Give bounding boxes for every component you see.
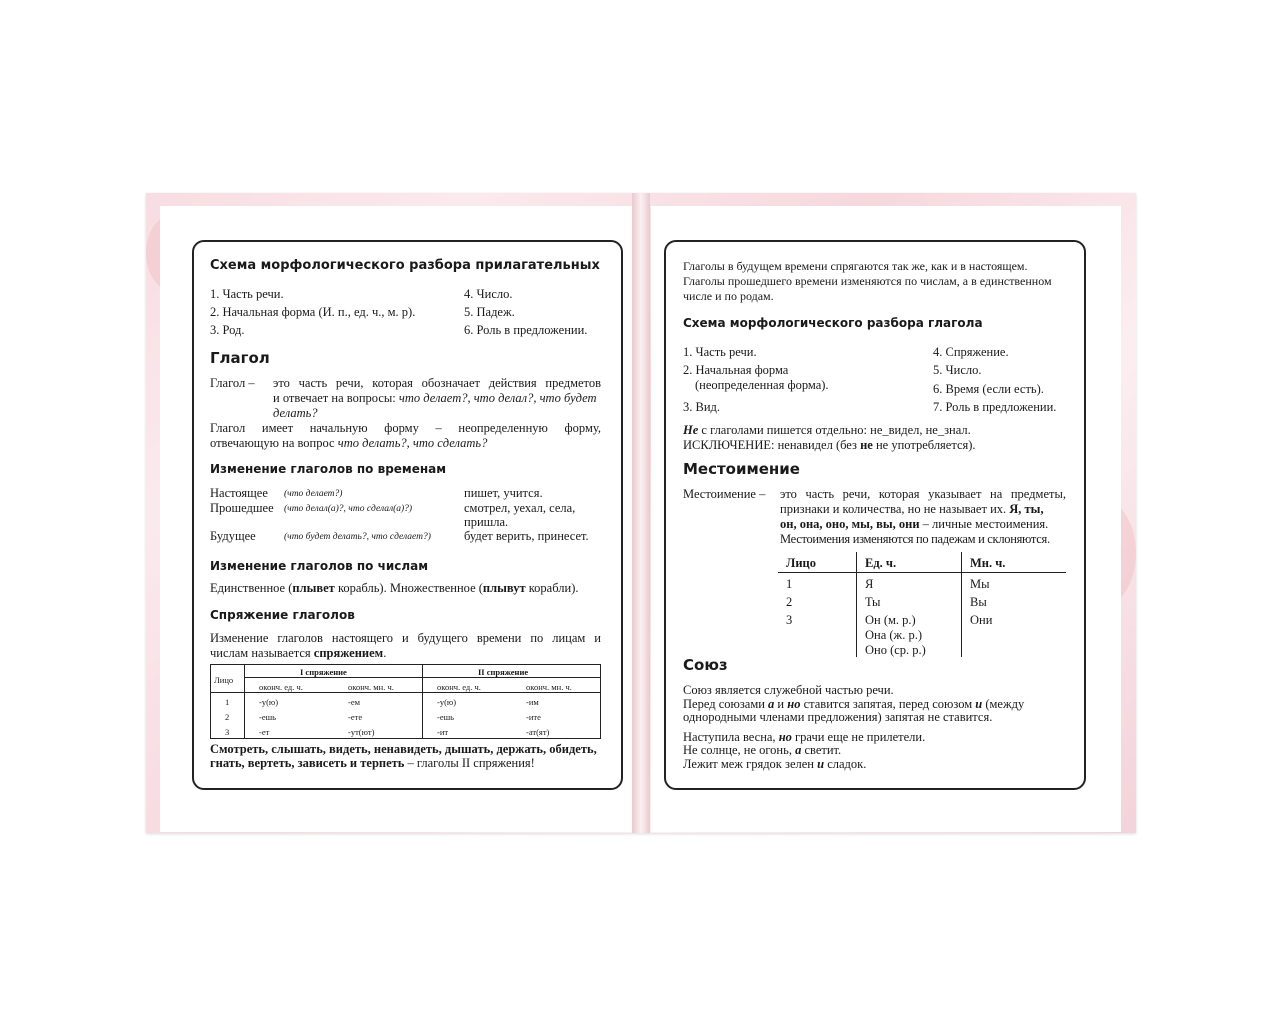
ne-rule: Не с глаголами пишется отдельно: не_видел, не_знал. — [683, 423, 971, 437]
verb-initial-form: отвечающую на вопрос что делать?, что сделать? — [210, 436, 488, 450]
pronoun-table-cell: Я — [865, 577, 874, 591]
table-border — [210, 664, 601, 665]
pronoun-def: Местоимения изменяются по падежам и склоняются. — [780, 532, 1050, 546]
table-subheader: оконч. ед. ч. — [437, 682, 481, 692]
verb-scheme-item: 5. Число. — [933, 363, 982, 377]
adj-item: 6. Роль в предложении. — [464, 323, 588, 337]
verb-def-line: делать? — [273, 406, 318, 420]
table-cell: -ет — [259, 727, 270, 737]
table-border — [210, 664, 211, 739]
union-example: Наступила весна, но грачи еще не прилетели. — [683, 730, 926, 744]
tense-question: (что делает?) — [284, 489, 343, 499]
conjugation-text: числам называется спряжением. — [210, 646, 387, 660]
verb-scheme-title: Схема морфологического разбора глагола — [683, 316, 983, 330]
table-border — [600, 664, 601, 739]
pronoun-table-cell: Оно (ср. р.) — [865, 643, 926, 657]
pronoun-table-cell: Мы — [970, 577, 990, 591]
table-header: Лицо — [214, 675, 234, 685]
table-cell: -ут(ют) — [348, 727, 375, 737]
pronoun-def: он, она, оно, мы, вы, они – личные местоимения. — [780, 517, 1049, 531]
tense-examples: смотрел, уехал, села, — [464, 501, 576, 515]
pronoun-table-header: Лицо — [786, 556, 816, 570]
table-cell: -ем — [348, 697, 360, 707]
pronoun-def: это часть речи, которая указывает на предметы, — [780, 487, 1066, 501]
adj-item: 1. Часть речи. — [210, 287, 284, 301]
table-border — [778, 572, 1066, 573]
book-spine — [632, 193, 650, 833]
table-border — [856, 552, 857, 657]
pronoun-def: признаки и количества, но не называет их. Я, ты, — [780, 502, 1044, 516]
adj-item: 2. Начальная форма (И. п., ед. ч., м. р). — [210, 305, 416, 319]
verb-scheme-item: (неопределенная форма). — [695, 378, 829, 392]
tense-question: (что будет делать?, что сделает?) — [284, 532, 431, 542]
verb-title: Глагол — [210, 349, 270, 367]
tense-name: Настоящее — [210, 486, 268, 500]
table-header: I спряжение — [300, 667, 347, 677]
union-text: однородными членами предложения) запятая не ставится. — [683, 710, 993, 724]
table-border — [961, 552, 962, 657]
tenses-title: Изменение глаголов по временам — [210, 462, 447, 476]
tense-name: Прошедшее — [210, 501, 274, 515]
tense-question: (что делал(а)?, что сделал(а)?) — [284, 504, 413, 514]
adj-item: 3. Род. — [210, 323, 245, 337]
conjugation-text: Изменение глаголов настоящего и будущего времени по лицам и — [210, 631, 601, 645]
pronoun-table-cell: 3 — [786, 613, 793, 627]
pronoun-table-cell: Ты — [865, 595, 881, 609]
table-border — [244, 664, 245, 739]
table-cell: 1 — [225, 697, 230, 707]
table-subheader: оконч. ед. ч. — [259, 682, 303, 692]
verb-def-line: это часть речи, которая обозначает действия предметов — [273, 376, 601, 390]
table-subheader: оконч. мн. ч. — [526, 682, 572, 692]
table-cell: -ете — [348, 712, 363, 722]
verb-scheme-item: 1. Часть речи. — [683, 345, 757, 359]
adj-item: 5. Падеж. — [464, 305, 515, 319]
adj-item: 4. Число. — [464, 287, 513, 301]
verb-scheme-item: 6. Время (если есть). — [933, 382, 1044, 396]
pronoun-table-header: Ед. ч. — [865, 556, 897, 570]
ne-exception: ИСКЛЮЧЕНИЕ: ненавидел (без не не употребляется). — [683, 438, 976, 452]
table-cell: -у(ю) — [437, 697, 457, 707]
verb-scheme-item: 2. Начальная форма — [683, 363, 789, 377]
union-example: Лежит меж грядок зелен и сладок. — [683, 757, 867, 771]
table-header: II спряжение — [478, 667, 529, 677]
table-cell: -у(ю) — [259, 697, 279, 707]
table-cell: -ат(ят) — [526, 727, 550, 737]
union-example: Не солнце, не огонь, а светит. — [683, 743, 842, 757]
exceptions-text: гнать, вертеть, зависеть и терпеть – глаголы II спряжения! — [210, 756, 535, 770]
conjugation-title: Спряжение глаголов — [210, 608, 355, 622]
tense-examples: пишет, учится. — [464, 486, 543, 500]
verb-def-term: Глагол – — [210, 376, 255, 390]
exceptions-text: Смотреть, слышать, видеть, ненавидеть, дышать, держать, обидеть, — [210, 742, 597, 756]
tense-examples: пришла. — [464, 515, 509, 529]
pronoun-table-cell: Они — [970, 613, 993, 627]
pronoun-title: Местоимение — [683, 460, 800, 478]
table-cell: 2 — [225, 712, 230, 722]
tense-name: Будущее — [210, 529, 256, 543]
pronoun-table-cell: Вы — [970, 595, 987, 609]
future-tense-text: Глаголы в будущем времени спрягаются так же, как и в настоящем. — [683, 259, 1028, 273]
union-title: Союз — [683, 656, 728, 674]
table-cell: 3 — [225, 727, 230, 737]
pronoun-table-cell: 1 — [786, 577, 793, 591]
pronoun-table-header: Мн. ч. — [970, 556, 1006, 570]
pronoun-table-cell: Он (м. р.) — [865, 613, 916, 627]
table-cell: -ешь — [259, 712, 277, 722]
table-cell: -ите — [526, 712, 541, 722]
verb-scheme-item: 3. Вид. — [683, 400, 721, 414]
pronoun-table-cell: 2 — [786, 595, 793, 609]
verb-scheme-item: 4. Спряжение. — [933, 345, 1009, 359]
future-tense-text: числе и по родам. — [683, 289, 774, 303]
union-text: Перед союзами а и но ставится запятая, перед союзом и (между — [683, 697, 1025, 711]
adjective-scheme-title: Схема морфологического разбора прилагательных — [210, 258, 600, 273]
pronoun-table-cell: Она (ж. р.) — [865, 628, 922, 642]
table-cell: -им — [526, 697, 539, 707]
table-border — [422, 664, 423, 739]
future-tense-text: Глаголы прошедшего времени изменяются по числам, а в единственном — [683, 274, 1052, 288]
verb-initial-form: Глагол имеет начальную форму – неопределенную форму, — [210, 421, 601, 435]
union-text: Союз является служебной частью речи. — [683, 683, 894, 697]
pronoun-term: Местоимение – — [683, 487, 766, 501]
table-cell: -ит — [437, 727, 449, 737]
table-subheader: оконч. мн. ч. — [348, 682, 394, 692]
numbers-title: Изменение глаголов по числам — [210, 559, 429, 573]
table-cell: -ешь — [437, 712, 455, 722]
verb-def-line: и отвечает на вопросы: что делает?, что делал?, что будет — [273, 391, 597, 405]
tense-examples: будет верить, принесет. — [464, 529, 589, 543]
verb-scheme-item: 7. Роль в предложении. — [933, 400, 1057, 414]
numbers-text: Единственное (плывет корабль). Множественное (плывут корабли). — [210, 581, 579, 595]
